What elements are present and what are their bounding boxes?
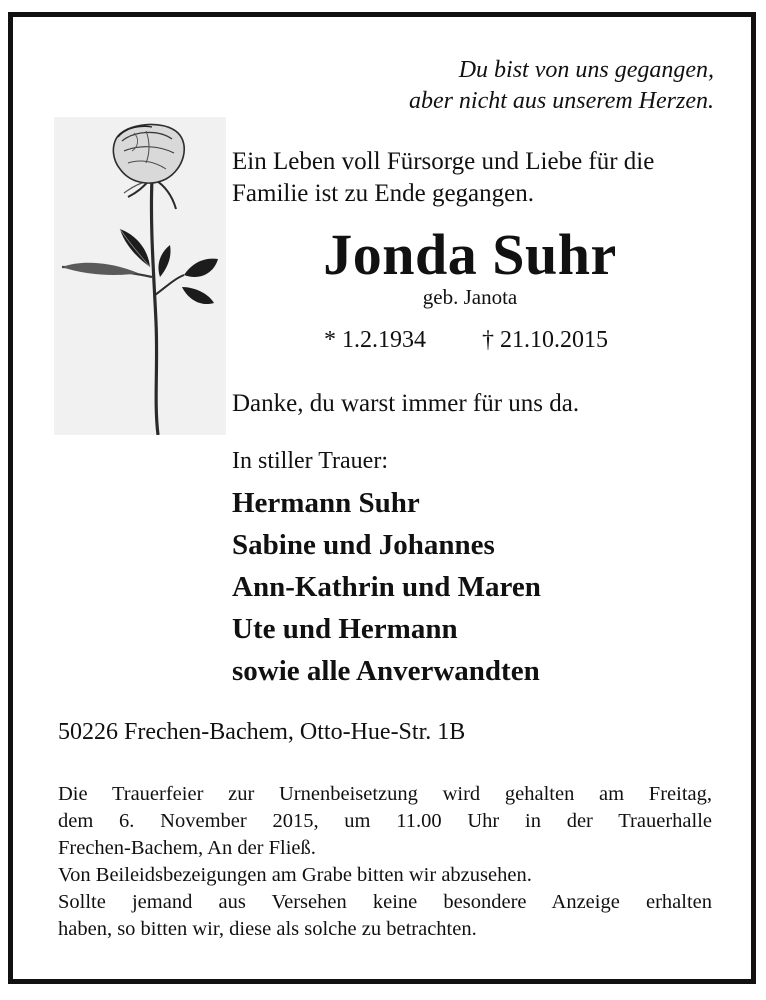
- intro-text: [232, 146, 712, 210]
- ceremony-line: Die Trauerfeier zur Urnenbeisetzung wird gehalten am Freitag,: [58, 783, 712, 805]
- ceremony-line: Frechen-Bachem, An der Fließ.: [58, 837, 316, 859]
- mourner-name: Sabine und Johannes: [232, 529, 495, 561]
- mourner-name: Ute und Hermann: [232, 613, 458, 645]
- mourning-label: In stiller Trauer:: [232, 448, 388, 474]
- mourners-list: [232, 482, 541, 692]
- mourner-name: Ann-Kathrin und Maren: [232, 571, 541, 603]
- quote-line: aber nicht aus unserem Herzen.: [408, 88, 714, 114]
- ceremony-line: Sollte jemand aus Versehen keine besondere Anzeige erhalten: [58, 891, 712, 913]
- rose-image: [54, 117, 226, 435]
- quote-line: Du bist von uns gegangen,: [458, 57, 714, 83]
- mourner-name: sowie alle Anverwandten: [232, 655, 540, 687]
- intro-line: Familie ist zu Ende gegangen.: [232, 180, 535, 207]
- ceremony-line: Von Beileidsbezeigungen am Grabe bitten wir abzusehen.: [58, 864, 532, 886]
- family-address: 50226 Frechen-Bachem, Otto-Hue-Str. 1B: [58, 719, 466, 745]
- ceremony-line: dem 6. November 2015, um 11.00 Uhr in der Trauerhalle: [58, 810, 712, 832]
- thanks-text: Danke, du warst immer für uns da.: [232, 390, 580, 417]
- memorial-quote: [294, 55, 714, 117]
- death-date: † 21.10.2015: [482, 327, 608, 353]
- birth-date: * 1.2.1934: [324, 327, 426, 353]
- deceased-name: Jonda Suhr: [323, 222, 617, 287]
- mourner-name: Hermann Suhr: [232, 487, 420, 519]
- ceremony-line: haben, so bitten wir, diese als solche zu betrachten.: [58, 918, 477, 940]
- intro-line: Ein Leben voll Fürsorge und Liebe für die: [232, 148, 655, 175]
- ceremony-info: [58, 781, 712, 943]
- maiden-name: geb. Janota: [422, 285, 518, 309]
- rose-icon: [54, 117, 226, 435]
